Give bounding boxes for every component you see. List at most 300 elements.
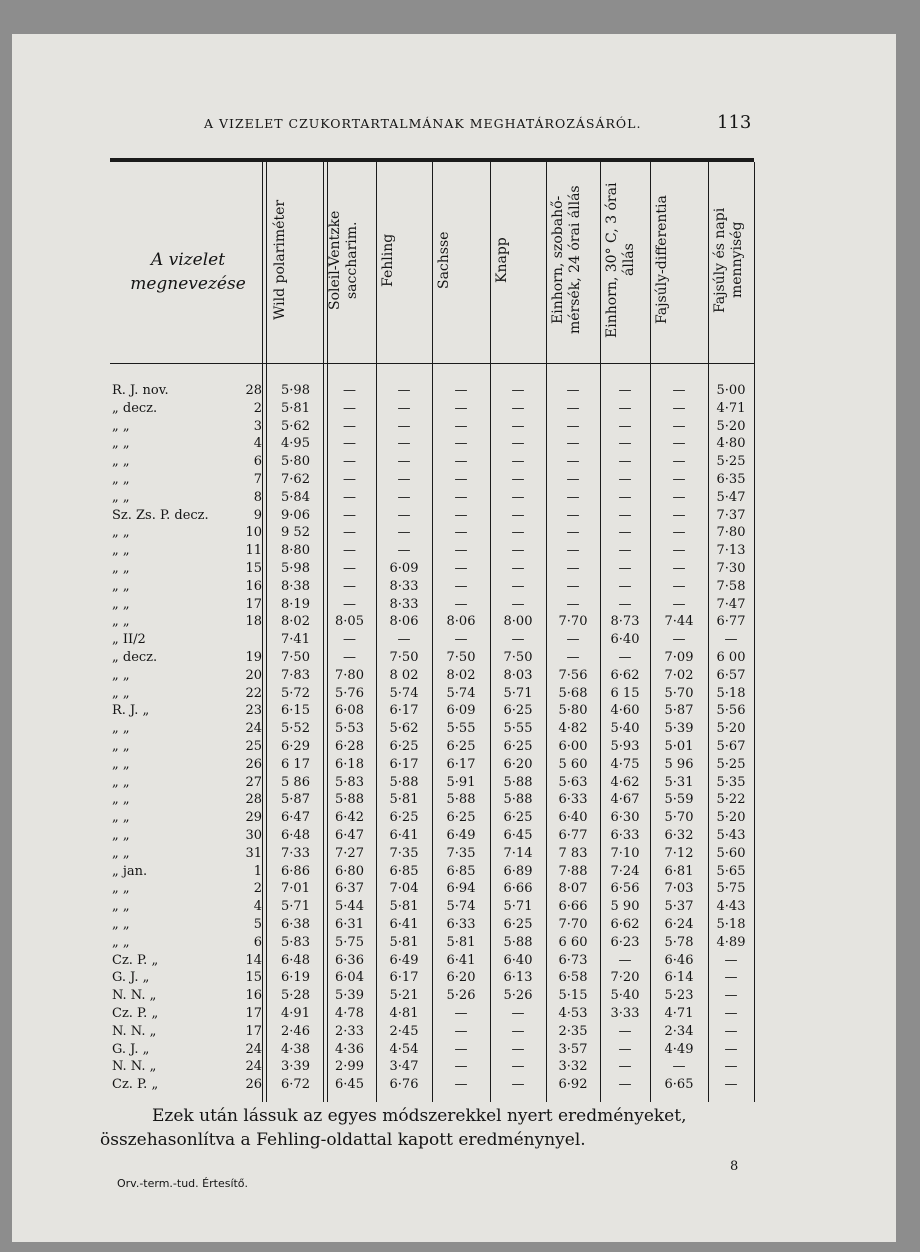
row-name: „ „: [112, 614, 130, 630]
column-header: Sachsse: [436, 231, 452, 289]
table-cell: 6·20: [446, 970, 476, 986]
table-cell: 6·66: [503, 881, 533, 897]
table-cell: 5·43: [716, 828, 746, 843]
table-cell: —: [672, 383, 686, 398]
table-cell: 7·30: [716, 561, 746, 576]
row-day: 15: [245, 561, 262, 576]
table-cell: 7·41: [281, 632, 310, 648]
table-row: [110, 775, 770, 793]
table-cell: 6·92: [558, 1077, 588, 1093]
table-cell: —: [672, 418, 686, 434]
table-cell: 8·33: [389, 578, 419, 594]
table-cell: 5·60: [716, 845, 746, 861]
table-row: [110, 561, 770, 579]
table-row: [110, 828, 770, 846]
table-cell: 4·89: [716, 934, 746, 950]
table-cell: 6·41: [389, 917, 419, 932]
row-name: „ „: [112, 561, 130, 576]
table-cell: 7·13: [716, 543, 746, 559]
row-name: Cz. P. „: [112, 1077, 159, 1093]
table-cell: 5·75: [335, 934, 364, 950]
row-day: 7: [253, 472, 262, 487]
table-cell: 6·80: [335, 863, 364, 879]
table-cell: —: [618, 436, 632, 452]
row-name: Cz. P. „: [112, 952, 159, 968]
row-day: 17: [245, 1006, 262, 1021]
row-name: „ jan.: [112, 863, 148, 879]
row-day: 8: [253, 489, 262, 505]
row-name: „ „: [112, 881, 130, 897]
table-cell: —: [511, 454, 525, 470]
table-cell: —: [454, 489, 468, 505]
row-day: 1: [253, 863, 262, 879]
table-cell: 3·57: [558, 1041, 588, 1057]
table-cell: —: [511, 472, 525, 487]
table-cell: 6·76: [389, 1077, 419, 1093]
table-cell: 5·74: [446, 899, 476, 915]
table-cell: 5 60: [558, 756, 588, 772]
column-header: Fehling: [380, 233, 396, 287]
table-cell: —: [454, 561, 468, 576]
table-cell: —: [397, 418, 411, 434]
table-cell: 5·18: [716, 917, 746, 932]
table-cell: —: [343, 525, 356, 541]
row-day: 20: [245, 667, 262, 683]
table-cell: —: [397, 489, 411, 505]
table-cell: 4·36: [335, 1041, 364, 1057]
table-cell: —: [672, 632, 686, 648]
row-name: „ „: [112, 917, 130, 932]
table-cell: 3·32: [558, 1059, 588, 1075]
table-cell: 6·48: [281, 952, 310, 968]
table-cell: —: [454, 1006, 468, 1021]
table-row: [110, 1006, 770, 1024]
row-name: „ „: [112, 899, 130, 915]
table-cell: 5·22: [716, 792, 746, 808]
table-cell: 6·29: [281, 739, 310, 754]
table-cell: —: [454, 578, 468, 594]
table-cell: 5·21: [389, 988, 419, 1004]
table-cell: 6·25: [446, 739, 476, 754]
table-cell: 5 86: [281, 774, 310, 790]
table-row: [110, 864, 770, 882]
table-cell: —: [454, 436, 468, 452]
table-cell: —: [566, 436, 580, 452]
table-row: [110, 383, 770, 401]
table-cell: 7·50: [281, 650, 310, 665]
table-cell: 5·98: [281, 561, 310, 576]
row-name: G. J. „: [112, 1041, 150, 1057]
table-row: [110, 757, 770, 775]
table-cell: 5·71: [281, 899, 310, 915]
row-day: 2: [253, 881, 262, 897]
table-cell: 5·39: [664, 721, 694, 737]
row-day: 31: [245, 845, 262, 861]
name-header-line1: A vizelet: [150, 250, 226, 270]
table-cell: —: [511, 632, 525, 648]
table-cell: 5·88: [389, 774, 419, 790]
table-cell: —: [618, 578, 632, 594]
column-header: Wild polariméter: [272, 199, 288, 321]
table-cell: 6·49: [389, 952, 419, 968]
table-cell: 6·09: [389, 561, 419, 576]
table-cell: 2·46: [281, 1023, 310, 1039]
table-cell: 8·38: [281, 578, 310, 594]
table-row: [110, 650, 770, 668]
table-cell: 7·50: [389, 650, 419, 665]
table-cell: 8 02: [389, 667, 419, 683]
table-cell: 7 83: [558, 845, 588, 861]
column-header: Knapp: [494, 237, 510, 283]
table-cell: 6·41: [389, 828, 419, 843]
table-cell: 7·27: [335, 845, 364, 861]
table-cell: 7·14: [503, 845, 533, 861]
table-cell: 5·80: [281, 454, 310, 470]
table-cell: —: [454, 1059, 468, 1075]
row-day: 4: [253, 436, 262, 452]
table-cell: 6·09: [446, 703, 476, 719]
table-cell: 6·47: [335, 828, 364, 843]
table-cell: —: [511, 1059, 525, 1075]
table-cell: 7·80: [716, 525, 746, 541]
row-day: 4: [253, 899, 262, 915]
table-cell: 3·47: [389, 1059, 419, 1075]
row-name: „ „: [112, 667, 130, 683]
table-cell: —: [511, 507, 525, 523]
table-cell: 3·39: [281, 1059, 310, 1075]
table-cell: 4·60: [610, 703, 640, 719]
table-row: [110, 579, 770, 597]
table-cell: 6·20: [503, 756, 533, 772]
table-cell: 5·81: [446, 934, 476, 950]
table-row: [110, 1024, 770, 1042]
row-day: 23: [245, 703, 262, 719]
table-cell: 5·68: [558, 685, 588, 701]
table-cell: —: [672, 561, 686, 576]
table-cell: —: [566, 561, 580, 576]
table-cell: —: [397, 507, 411, 523]
table-cell: 7·47: [716, 596, 746, 612]
table-cell: 9·06: [281, 507, 310, 523]
table-cell: 5·72: [281, 685, 310, 701]
row-name: R. J. „: [112, 703, 150, 719]
table-cell: —: [618, 507, 632, 523]
table-cell: —: [618, 400, 632, 416]
table-cell: 6·48: [281, 828, 310, 843]
table-row: [110, 917, 770, 935]
table-cell: 5·59: [664, 792, 694, 808]
table-row: [110, 436, 770, 454]
table-row: [110, 721, 770, 739]
table-cell: 6 00: [716, 650, 746, 665]
table-cell: 4·62: [610, 774, 640, 790]
row-day: 27: [245, 774, 262, 790]
table-cell: 8·80: [281, 543, 310, 559]
table-cell: 5·88: [503, 792, 533, 808]
table-cell: —: [511, 1041, 525, 1057]
table-row: [110, 490, 770, 508]
table-cell: 2·34: [664, 1023, 694, 1039]
table-cell: —: [724, 988, 738, 1004]
table-cell: —: [343, 543, 356, 559]
table-cell: —: [397, 632, 411, 648]
table-cell: —: [566, 525, 580, 541]
table-cell: —: [566, 632, 580, 648]
table-cell: 6·57: [716, 667, 746, 683]
table-cell: 5·78: [664, 934, 694, 950]
table-cell: 8·03: [503, 667, 533, 683]
table-cell: 5·40: [610, 988, 640, 1004]
table-cell: 6·85: [389, 863, 419, 879]
table-cell: 7·01: [281, 881, 310, 897]
row-name: G. J. „: [112, 970, 150, 986]
row-name: „ „: [112, 454, 130, 470]
table-cell: 6 15: [610, 685, 640, 701]
table-cell: 5·52: [281, 721, 310, 737]
row-name: „ „: [112, 828, 130, 843]
table-cell: 5·75: [716, 881, 746, 897]
row-name: „ „: [112, 418, 130, 434]
table-cell: 6·94: [446, 881, 476, 897]
table-cell: 4·91: [281, 1006, 310, 1021]
table-cell: —: [618, 1077, 632, 1093]
table-cell: 5·47: [716, 489, 746, 505]
table-cell: —: [724, 1023, 738, 1039]
footer-line-1: Ezek után lássuk az egyes módszerekkel nyert eredményeket,: [152, 1106, 687, 1126]
column-header: Einhorn, 30° C, 3 órai állás: [604, 182, 637, 338]
table-cell: —: [454, 1077, 468, 1093]
table-cell: 5 96: [664, 756, 694, 772]
table-cell: —: [618, 1041, 632, 1057]
table-cell: —: [343, 489, 356, 505]
table-cell: 7·50: [503, 650, 533, 665]
table-cell: 7·35: [389, 845, 419, 861]
table-row: [110, 935, 770, 953]
signature-mark: 8: [730, 1159, 739, 1174]
table-cell: 8·06: [446, 614, 476, 630]
data-table: [110, 158, 770, 1108]
table-cell: —: [511, 596, 525, 612]
row-day: 25: [245, 739, 262, 754]
table-cell: 5·20: [716, 721, 746, 737]
table-row: [110, 988, 770, 1006]
table-cell: 8·05: [335, 614, 364, 630]
table-cell: 5·37: [664, 899, 694, 915]
table-cell: 6·17: [389, 756, 419, 772]
table-cell: 5·98: [281, 383, 310, 398]
row-name: „ „: [112, 525, 130, 541]
table-cell: —: [566, 596, 580, 612]
table-cell: 6·04: [335, 970, 364, 986]
table-cell: 5·56: [716, 703, 746, 719]
table-cell: —: [397, 400, 411, 416]
table-cell: 6·42: [335, 810, 364, 826]
table-cell: 5·71: [503, 899, 533, 915]
table-cell: 4·71: [716, 400, 746, 416]
table-cell: 6·15: [281, 703, 310, 719]
table-cell: —: [454, 525, 468, 541]
table-cell: —: [343, 472, 356, 487]
table-cell: —: [672, 489, 686, 505]
table-cell: —: [511, 1023, 525, 1039]
table-cell: 6·86: [281, 863, 310, 879]
table-cell: —: [672, 400, 686, 416]
table-cell: 4·71: [664, 1006, 694, 1021]
row-name: N. N. „: [112, 988, 157, 1004]
table-cell: —: [724, 1077, 738, 1093]
table-cell: 7·02: [664, 667, 694, 683]
row-day: 17: [245, 596, 262, 612]
table-cell: —: [343, 650, 356, 665]
table-cell: 6·25: [389, 810, 419, 826]
table-cell: 5·71: [503, 685, 533, 701]
table-cell: 6·24: [664, 917, 694, 932]
table-cell: —: [397, 525, 411, 541]
row-day: 16: [245, 578, 262, 594]
table-cell: —: [454, 418, 468, 434]
table-cell: 6·45: [503, 828, 533, 843]
table-cell: 5·55: [446, 721, 476, 737]
table-cell: —: [511, 525, 525, 541]
table-row: [110, 401, 770, 419]
table-cell: 5·87: [281, 792, 310, 808]
table-cell: 8·00: [503, 614, 533, 630]
table-row: [110, 419, 770, 437]
table-cell: —: [566, 650, 580, 665]
table-row: [110, 703, 770, 721]
row-day: 26: [245, 756, 262, 772]
row-name: „ „: [112, 934, 130, 950]
table-cell: —: [618, 1023, 632, 1039]
row-day: 22: [245, 685, 262, 701]
row-day: 16: [245, 988, 262, 1004]
table-cell: 6·49: [446, 828, 476, 843]
table-cell: 6·17: [389, 970, 419, 986]
table-cell: —: [618, 383, 632, 398]
row-day: 6: [253, 454, 262, 470]
table-cell: 7·56: [558, 667, 588, 683]
table-cell: 5·35: [716, 774, 746, 790]
table-cell: 4·95: [281, 436, 310, 452]
table-cell: —: [672, 436, 686, 452]
row-name: „ decz.: [112, 400, 158, 416]
table-cell: 6·77: [716, 614, 746, 630]
table-cell: 8·19: [281, 596, 310, 612]
row-name: R. J. nov.: [112, 383, 169, 398]
table-cell: 5·20: [716, 810, 746, 826]
table-cell: 6·65: [664, 1077, 694, 1093]
table-cell: —: [566, 400, 580, 416]
row-name: „ „: [112, 810, 130, 826]
table-cell: 5·81: [389, 792, 419, 808]
table-cell: —: [397, 436, 411, 452]
running-title: A VIZELET CZUKORTARTALMÁNAK MEGHATÁROZÁSÁRÓL.: [204, 116, 642, 131]
table-row: [110, 1077, 770, 1095]
table-cell: —: [566, 472, 580, 487]
table-cell: —: [511, 561, 525, 576]
table-cell: —: [618, 561, 632, 576]
table-cell: 5·67: [716, 739, 746, 754]
table-cell: —: [397, 454, 411, 470]
table-cell: 7·88: [558, 863, 588, 879]
table-row: [110, 953, 770, 971]
table-cell: 6·32: [664, 828, 694, 843]
table-cell: 6·62: [610, 917, 640, 932]
publication-note: Orv.-term.-tud. Értesítő.: [117, 1177, 249, 1190]
row-day: 18: [245, 614, 262, 630]
table-cell: 7·58: [716, 578, 746, 594]
table-row: [110, 846, 770, 864]
table-cell: —: [397, 472, 411, 487]
table-cell: —: [566, 578, 580, 594]
row-day: 26: [245, 1077, 262, 1093]
table-cell: —: [672, 507, 686, 523]
table-cell: 4·53: [558, 1006, 588, 1021]
table-cell: —: [724, 1059, 738, 1075]
table-cell: 5·62: [389, 721, 419, 737]
table-cell: —: [618, 454, 632, 470]
table-cell: 5 90: [610, 899, 640, 915]
table-cell: 5·70: [664, 810, 694, 826]
table-cell: —: [454, 632, 468, 648]
table-cell: 5·40: [610, 721, 640, 737]
table-cell: —: [566, 489, 580, 505]
table-cell: 4·49: [664, 1041, 694, 1057]
table-cell: —: [343, 418, 356, 434]
row-day: 15: [245, 970, 262, 986]
table-cell: —: [454, 507, 468, 523]
table-cell: —: [343, 383, 356, 398]
table-cell: 5·26: [446, 988, 476, 1004]
table-cell: —: [618, 472, 632, 487]
table-cell: 6·35: [716, 472, 746, 487]
row-day: 28: [245, 792, 262, 808]
table-cell: 5·81: [389, 899, 419, 915]
table-cell: —: [724, 1006, 738, 1021]
table-cell: 6·08: [335, 703, 364, 719]
column-header: Soleil-Ventzke saccharim.: [327, 210, 360, 310]
table-cell: 7·50: [446, 650, 476, 665]
row-name: „ II/2: [112, 632, 146, 648]
row-name: „ „: [112, 596, 130, 612]
table-cell: 7·03: [664, 881, 694, 897]
row-day: 14: [245, 952, 262, 968]
row-day: 6: [253, 934, 262, 950]
table-cell: 6·46: [664, 952, 694, 968]
name-header-line2: megnevezése: [130, 274, 246, 294]
row-day: 9: [253, 507, 262, 523]
table-cell: 2·33: [335, 1023, 364, 1039]
table-cell: 7·04: [389, 881, 419, 897]
table-cell: 7·44: [664, 614, 694, 630]
table-row: [110, 597, 770, 615]
table-cell: 2·35: [558, 1023, 588, 1039]
table-cell: 7·20: [610, 970, 640, 986]
table-cell: —: [672, 1059, 686, 1075]
table-cell: 6·58: [558, 970, 588, 986]
table-cell: 6 60: [558, 934, 588, 950]
table-cell: 5·63: [558, 774, 588, 790]
table-cell: 5·18: [716, 685, 746, 701]
table-cell: 5·20: [716, 418, 746, 434]
row-name: „ „: [112, 792, 130, 808]
table-cell: 6·33: [558, 792, 588, 808]
row-name: „ „: [112, 721, 130, 737]
table-cell: 8·06: [389, 614, 419, 630]
table-cell: —: [672, 525, 686, 541]
table-cell: 6·13: [503, 970, 533, 986]
row-name: „ „: [112, 578, 130, 594]
